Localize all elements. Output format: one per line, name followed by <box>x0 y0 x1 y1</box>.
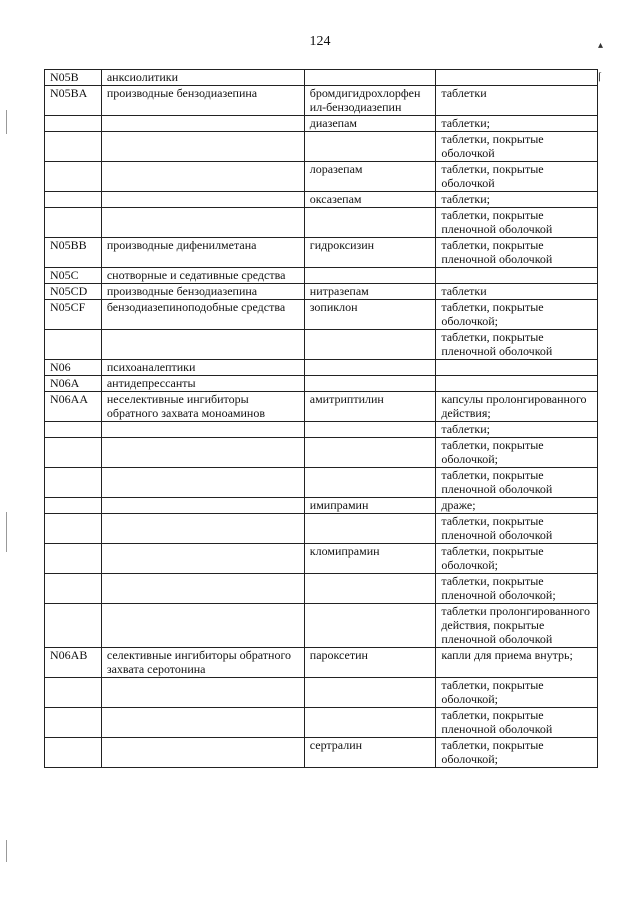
table-row <box>45 514 598 544</box>
drug-name-cell: диазепам <box>304 116 436 132</box>
dosage-form-cell: таблетки, покрытые пленочной оболочкой <box>436 208 598 238</box>
drug-name-cell: лоразепам <box>304 162 436 192</box>
atc-code-cell: N05BA <box>45 86 102 116</box>
group-name-cell <box>101 574 304 604</box>
table-row <box>45 708 598 738</box>
drug-classification-table <box>44 69 598 768</box>
atc-code-cell: N05CF <box>45 300 102 330</box>
group-name-cell: производные дифенилметана <box>101 238 304 268</box>
table-row <box>45 300 598 330</box>
drug-name-cell: кломипрамин <box>304 544 436 574</box>
drug-name-cell: гидроксизин <box>304 238 436 268</box>
dosage-form-cell: таблетки; <box>436 422 598 438</box>
atc-code-cell <box>45 422 102 438</box>
group-name-cell <box>101 192 304 208</box>
dosage-form-cell: таблетки; <box>436 116 598 132</box>
atc-code-cell <box>45 208 102 238</box>
group-name-cell <box>101 604 304 648</box>
atc-code-cell <box>45 708 102 738</box>
group-name-cell <box>101 708 304 738</box>
table-row <box>45 70 598 86</box>
group-name-cell: производные бензодиазепина <box>101 86 304 116</box>
atc-code-cell <box>45 574 102 604</box>
drug-name-cell: сертралин <box>304 738 436 768</box>
dosage-form-cell: таблетки, покрытые оболочкой; <box>436 300 598 330</box>
scan-edge-line <box>6 110 7 134</box>
dosage-form-cell: таблетки, покрытые пленочной оболочкой <box>436 468 598 498</box>
group-name-cell <box>101 514 304 544</box>
table-row <box>45 330 598 360</box>
drug-name-cell <box>304 360 436 376</box>
dosage-form-cell: таблетки, покрытые пленочной оболочкой <box>436 238 598 268</box>
table-row <box>45 392 598 422</box>
dosage-form-cell: таблетки; <box>436 192 598 208</box>
drug-name-cell: оксазепам <box>304 192 436 208</box>
table-row <box>45 468 598 498</box>
scan-mark: ▴ <box>598 40 604 51</box>
group-name-cell: производные бензодиазепина <box>101 284 304 300</box>
atc-code-cell: N06 <box>45 360 102 376</box>
dosage-form-cell: таблетки, покрытые пленочной оболочкой <box>436 330 598 360</box>
atc-code-cell <box>45 514 102 544</box>
group-name-cell <box>101 162 304 192</box>
table-row <box>45 116 598 132</box>
dosage-form-cell: таблетки пролонгированного действия, покрытые пленочной оболочкой <box>436 604 598 648</box>
table-row <box>45 360 598 376</box>
group-name-cell <box>101 544 304 574</box>
scan-mark: ⌈ <box>598 72 602 83</box>
dosage-form-cell: таблетки, покрытые пленочной оболочкой <box>436 514 598 544</box>
group-name-cell: психоаналептики <box>101 360 304 376</box>
drug-name-cell: зопиклон <box>304 300 436 330</box>
group-name-cell <box>101 468 304 498</box>
group-name-cell: неселективные ингибиторы обратного захвата моноаминов <box>101 392 304 422</box>
dosage-form-cell: капли для приема внутрь; <box>436 648 598 678</box>
drug-name-cell <box>304 330 436 360</box>
dosage-form-cell <box>436 268 598 284</box>
atc-code-cell <box>45 162 102 192</box>
atc-code-cell <box>45 192 102 208</box>
dosage-form-cell: таблетки, покрытые оболочкой; <box>436 438 598 468</box>
atc-code-cell: N06AB <box>45 648 102 678</box>
group-name-cell <box>101 678 304 708</box>
dosage-form-cell <box>436 360 598 376</box>
table-row <box>45 422 598 438</box>
dosage-form-cell: таблетки, покрытые оболочкой; <box>436 678 598 708</box>
dosage-form-cell: капсулы пролонгированного действия; <box>436 392 598 422</box>
drug-name-cell <box>304 468 436 498</box>
atc-code-cell <box>45 544 102 574</box>
atc-code-cell <box>45 604 102 648</box>
drug-name-cell <box>304 574 436 604</box>
atc-code-cell: N05CD <box>45 284 102 300</box>
table-row <box>45 208 598 238</box>
group-name-cell: бензодиазепиноподобные средства <box>101 300 304 330</box>
table-row <box>45 544 598 574</box>
table-row <box>45 284 598 300</box>
group-name-cell <box>101 330 304 360</box>
group-name-cell <box>101 738 304 768</box>
atc-code-cell <box>45 116 102 132</box>
dosage-form-cell <box>436 376 598 392</box>
table-row <box>45 678 598 708</box>
table-row <box>45 574 598 604</box>
table-row <box>45 268 598 284</box>
dosage-form-cell: таблетки <box>436 86 598 116</box>
atc-code-cell <box>45 678 102 708</box>
dosage-form-cell: таблетки, покрытые пленочной оболочкой; <box>436 574 598 604</box>
dosage-form-cell: драже; <box>436 498 598 514</box>
page-number: 124 <box>309 34 331 49</box>
atc-code-cell <box>45 738 102 768</box>
drug-name-cell <box>304 70 436 86</box>
drug-name-cell <box>304 208 436 238</box>
dosage-form-cell: таблетки, покрытые оболочкой; <box>436 738 598 768</box>
group-name-cell <box>101 498 304 514</box>
atc-code-cell <box>45 468 102 498</box>
dosage-form-cell: таблетки <box>436 284 598 300</box>
drug-name-cell: амитриптилин <box>304 392 436 422</box>
scan-edge-line <box>6 512 7 552</box>
group-name-cell <box>101 132 304 162</box>
table-row <box>45 438 598 468</box>
table-row <box>45 192 598 208</box>
table-row <box>45 498 598 514</box>
group-name-cell <box>101 438 304 468</box>
drug-name-cell: пароксетин <box>304 648 436 678</box>
table-row <box>45 162 598 192</box>
scan-edge-line <box>6 840 7 862</box>
drug-name-cell <box>304 708 436 738</box>
dosage-form-cell <box>436 70 598 86</box>
drug-name-cell <box>304 376 436 392</box>
atc-code-cell <box>45 438 102 468</box>
drug-name-cell <box>304 604 436 648</box>
dosage-form-cell: таблетки, покрытые оболочкой <box>436 132 598 162</box>
drug-name-cell: имипрамин <box>304 498 436 514</box>
drug-name-cell <box>304 514 436 544</box>
table-row <box>45 376 598 392</box>
group-name-cell: селективные ингибиторы обратного захвата серотонина <box>101 648 304 678</box>
dosage-form-cell: таблетки, покрытые пленочной оболочкой <box>436 708 598 738</box>
atc-code-cell: N06AA <box>45 392 102 422</box>
group-name-cell: антидепрессанты <box>101 376 304 392</box>
atc-code-cell: N05BB <box>45 238 102 268</box>
drug-name-cell: нитразепам <box>304 284 436 300</box>
atc-code-cell <box>45 132 102 162</box>
atc-code-cell <box>45 498 102 514</box>
drug-name-cell <box>304 132 436 162</box>
group-name-cell: снотворные и седативные средства <box>101 268 304 284</box>
atc-code-cell <box>45 330 102 360</box>
group-name-cell <box>101 116 304 132</box>
drug-name-cell: бромдигидрохлорфен ил-бензодиазепин <box>304 86 436 116</box>
drug-name-cell <box>304 268 436 284</box>
dosage-form-cell: таблетки, покрытые оболочкой <box>436 162 598 192</box>
group-name-cell <box>101 422 304 438</box>
atc-code-cell: N05C <box>45 268 102 284</box>
drug-name-cell <box>304 438 436 468</box>
table-row <box>45 648 598 678</box>
table-row <box>45 238 598 268</box>
dosage-form-cell: таблетки, покрытые оболочкой; <box>436 544 598 574</box>
group-name-cell: анксиолитики <box>101 70 304 86</box>
group-name-cell <box>101 208 304 238</box>
table-row <box>45 738 598 768</box>
table-row <box>45 604 598 648</box>
drug-name-cell <box>304 422 436 438</box>
atc-code-cell: N06A <box>45 376 102 392</box>
table-row <box>45 132 598 162</box>
table-row <box>45 86 598 116</box>
drug-name-cell <box>304 678 436 708</box>
atc-code-cell: N05B <box>45 70 102 86</box>
